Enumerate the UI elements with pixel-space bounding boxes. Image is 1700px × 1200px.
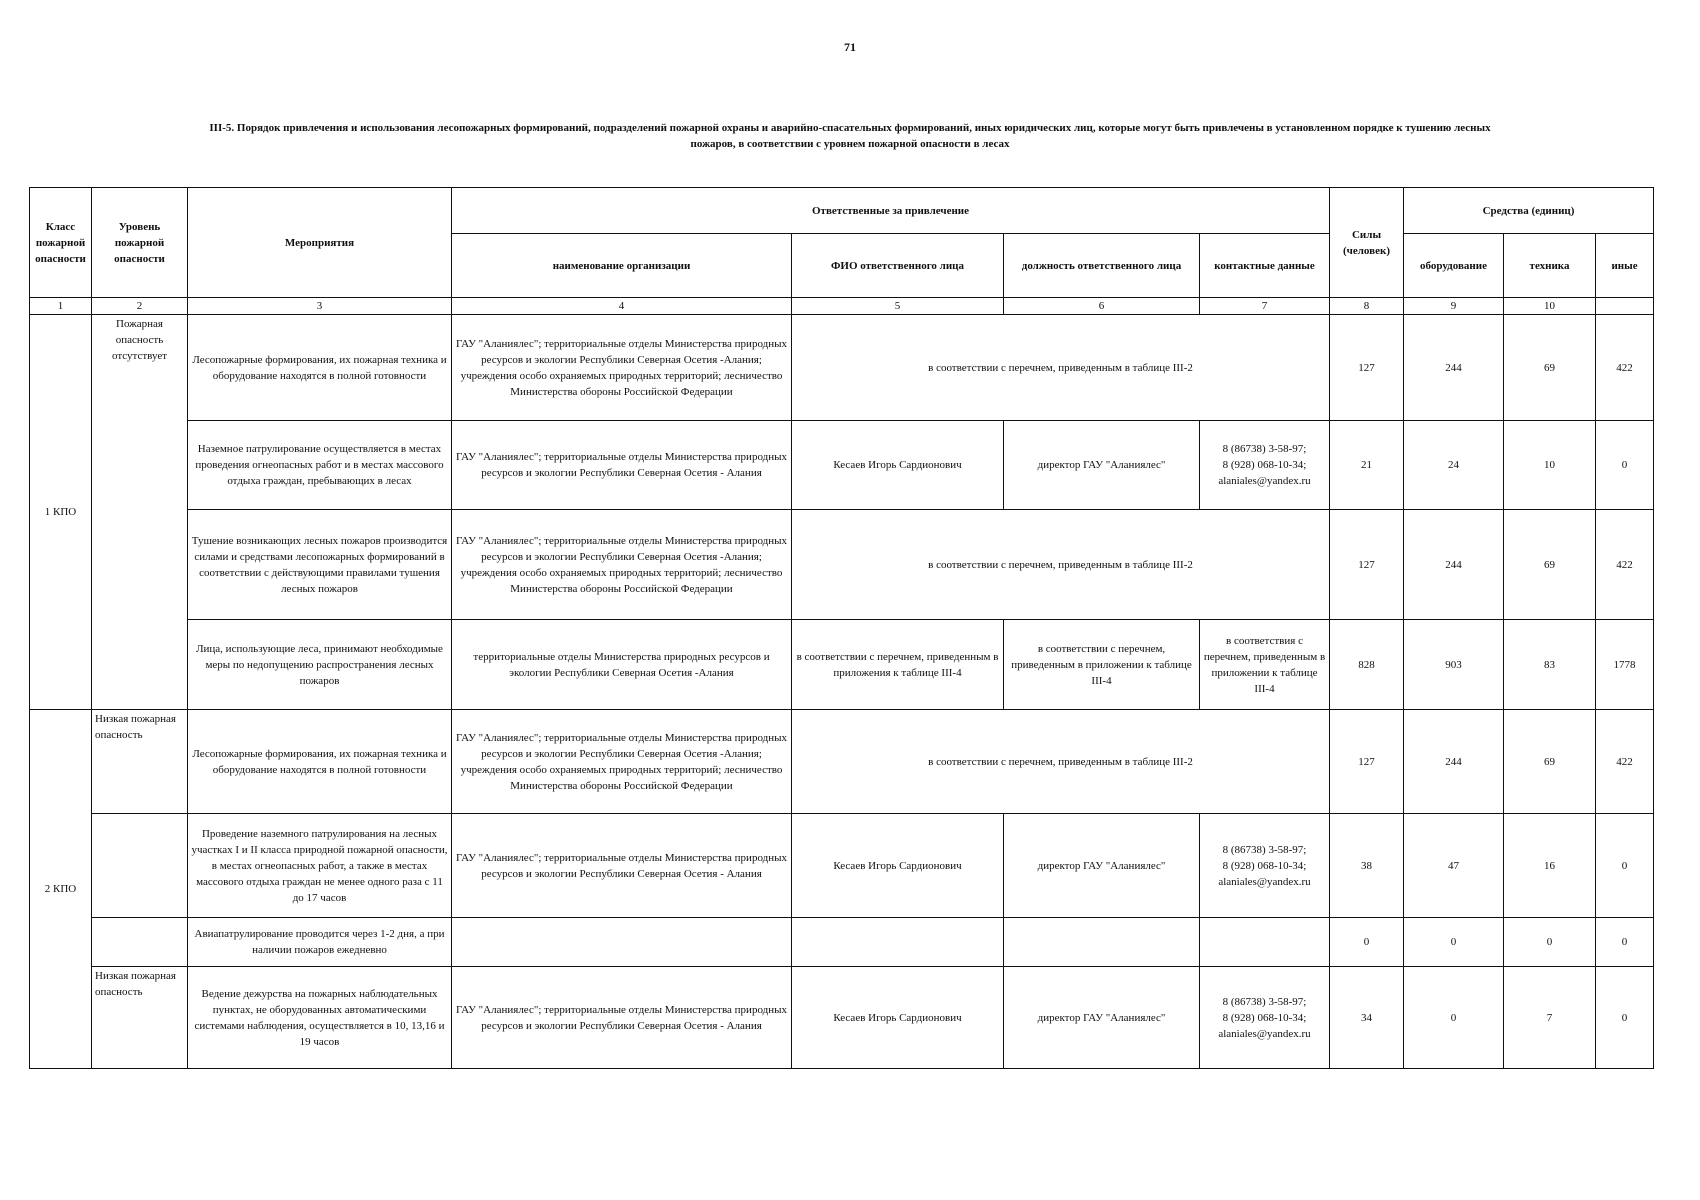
contacts-cell (1200, 421, 1330, 510)
equipment-cell: 244 (1404, 315, 1504, 421)
header-other: иные (1596, 234, 1654, 298)
header-machinery: техника (1504, 234, 1596, 298)
position-cell: в соответствии с перечнем, приведенным в приложении к таблице III-4 (1004, 620, 1200, 710)
class-cell: 2 КПО (30, 710, 92, 1069)
contact-email: alaniales@yandex.ru (1218, 875, 1311, 888)
column-number: 9 (1404, 298, 1504, 315)
org-cell (452, 918, 792, 967)
other-cell: 422 (1596, 710, 1654, 814)
table-row (30, 421, 1654, 510)
fire-response-table (29, 187, 1654, 1069)
measure-cell: Ведение дежурства на пожарных наблюдательных пунктах, не оборудованных автоматическими системами наблюдения, осуществляется в 10, 13,16 и 19 часов (188, 967, 452, 1069)
equipment-cell: 0 (1404, 918, 1504, 967)
machinery-cell: 69 (1504, 510, 1596, 620)
forces-cell: 21 (1330, 421, 1404, 510)
header-fio: ФИО ответственного лица (792, 234, 1004, 298)
forces-cell: 127 (1330, 315, 1404, 421)
class-cell: 1 КПО (30, 315, 92, 710)
column-number: 4 (452, 298, 792, 315)
contact-email: alaniales@yandex.ru (1218, 475, 1311, 487)
header-responsible: Ответственные за привлечение (452, 188, 1330, 234)
level-cell: Низкая пожарная опасность (92, 967, 188, 1069)
machinery-cell: 69 (1504, 710, 1596, 814)
other-cell: 0 (1596, 967, 1654, 1069)
header-measures: Мероприятия (188, 188, 452, 298)
equipment-cell: 903 (1404, 620, 1504, 710)
contacts-cell (1200, 814, 1330, 918)
forces-cell: 828 (1330, 620, 1404, 710)
measure-cell: Лесопожарные формирования, их пожарная техника и оборудование находятся в полной готовности (188, 315, 452, 421)
machinery-cell: 69 (1504, 315, 1596, 421)
header-class: Класс пожарной опасности (30, 188, 92, 298)
header-means: Средства (единиц) (1404, 188, 1654, 234)
contacts-cell: в соответствия с перечнем, приведенным в приложении к таблице III-4 (1200, 620, 1330, 710)
measure-cell: Лица, использующие леса, принимают необходимые меры по недопущению распространения лесных пожаров (188, 620, 452, 710)
level-cell: Пожарная опасность отсутствует (92, 315, 188, 710)
machinery-cell: 16 (1504, 814, 1596, 918)
equipment-cell: 244 (1404, 710, 1504, 814)
other-cell: 0 (1596, 814, 1654, 918)
forces-cell: 38 (1330, 814, 1404, 918)
org-cell: ГАУ "Аланиялес"; территориальные отделы Министерства природных ресурсов и экологии Республики Северная Осетия - Алания (452, 421, 792, 510)
equipment-cell: 47 (1404, 814, 1504, 918)
contact-phone-1: 8 (86738) 3-58-97; (1222, 443, 1307, 455)
table-row (30, 814, 1654, 918)
measure-cell: Авиапатрулирование проводится через 1-2 дня, а при наличии пожаров ежедневно (188, 918, 452, 967)
column-number: 3 (188, 298, 452, 315)
forces-cell: 127 (1330, 510, 1404, 620)
other-cell: 1778 (1596, 620, 1654, 710)
title-line-1: III-5. Порядок привлечения и использования лесопожарных формирований, подразделений пожарной охраны и аварийно-спасательных формирований, иных юридических лиц, которые могут быть привлечены в установленном порядке к тушению лесных (209, 122, 1491, 134)
forces-cell: 34 (1330, 967, 1404, 1069)
header-row-1 (30, 188, 1654, 234)
fio-cell: в соответствии с перечнем, приведенным в приложения к таблице III-4 (792, 620, 1004, 710)
column-number-row (30, 298, 1654, 315)
org-cell: ГАУ "Аланиялес"; территориальные отделы Министерства природных ресурсов и экологии Республики Северная Осетия - Алания (452, 967, 792, 1069)
table-row (30, 510, 1654, 620)
machinery-cell: 7 (1504, 967, 1596, 1069)
fio-cell: Кесаев Игорь Сардионович (792, 421, 1004, 510)
contact-phone-2: 8 (928) 068-10-34; (1222, 859, 1307, 872)
fio-cell: Кесаев Игорь Сардионович (792, 814, 1004, 918)
fio-cell (792, 918, 1004, 967)
header-position: должность ответственного лица (1004, 234, 1200, 298)
column-number: 10 (1504, 298, 1596, 315)
org-cell: территориальные отделы Министерства природных ресурсов и экологии Республики Северная Осетия -Алания (452, 620, 792, 710)
page-number: 71 (844, 40, 856, 54)
machinery-cell: 83 (1504, 620, 1596, 710)
merged-responsible-cell: в соответствии с перечнем, приведенным в таблице III-2 (792, 510, 1330, 620)
contact-email: alaniales@yandex.ru (1218, 1027, 1311, 1040)
machinery-cell: 0 (1504, 918, 1596, 967)
org-cell: ГАУ "Аланиялес"; территориальные отделы Министерства природных ресурсов и экологии Республики Северная Осетия -Алания; учреждения особо охраняемых природных территорий; лесничество Министерства обороны Российской Федерации (452, 315, 792, 421)
contact-phone-2: 8 (928) 068-10-34; (1222, 459, 1307, 471)
position-cell: директор ГАУ "Аланиялес" (1004, 967, 1200, 1069)
contact-phone-1: 8 (86738) 3-58-97; (1222, 995, 1307, 1008)
other-cell: 422 (1596, 510, 1654, 620)
header-level: Уровень пожарной опасности (92, 188, 188, 298)
header-contacts: контактные данные (1200, 234, 1330, 298)
level-cell: Низкая пожарная опасность (92, 710, 188, 814)
table-row (30, 967, 1654, 1069)
equipment-cell: 244 (1404, 510, 1504, 620)
contact-phone-1: 8 (86738) 3-58-97; (1222, 843, 1307, 856)
column-number: 6 (1004, 298, 1200, 315)
column-number: 8 (1330, 298, 1404, 315)
forces-cell: 0 (1330, 918, 1404, 967)
table-row (30, 710, 1654, 814)
measure-cell: Лесопожарные формирования, их пожарная техника и оборудование находятся в полной готовности (188, 710, 452, 814)
measure-cell: Проведение наземного патрулирования на лесных участках I и II класса природной пожарной опасности, в местах огнеопасных работ, а также в местах массового отдыха граждан не менее одного раза с 11 до 17 часов (188, 814, 452, 918)
column-number: 7 (1200, 298, 1330, 315)
table-row (30, 918, 1654, 967)
column-number: 1 (30, 298, 92, 315)
title-line-2: пожаров, в соответствии с уровнем пожарной опасности в лесах (690, 138, 1010, 150)
machinery-cell: 10 (1504, 421, 1596, 510)
org-cell: ГАУ "Аланиялес"; территориальные отделы Министерства природных ресурсов и экологии Республики Северная Осетия -Алания; учреждения особо охраняемых природных территорий; лесничество Министерства обороны Российской Федерации (452, 710, 792, 814)
measure-cell: Наземное патрулирование осуществляется в местах проведения огнеопасных работ и в местах массового отдыха граждан, пребывающих в лесах (188, 421, 452, 510)
position-cell (1004, 918, 1200, 967)
contact-phone-2: 8 (928) 068-10-34; (1222, 1011, 1307, 1024)
position-cell: директор ГАУ "Аланиялес" (1004, 421, 1200, 510)
measure-cell: Тушение возникающих лесных пожаров производится силами и средствами лесопожарных формирований в соответствии с действующими правилами тушения лесных пожаров (188, 510, 452, 620)
merged-responsible-cell: в соответствии с перечнем, приведенным в таблице III-2 (792, 315, 1330, 421)
other-cell: 0 (1596, 918, 1654, 967)
column-number: 5 (792, 298, 1004, 315)
level-cell (92, 918, 188, 967)
org-cell: ГАУ "Аланиялес"; территориальные отделы Министерства природных ресурсов и экологии Республики Северная Осетия -Алания; учреждения особо охраняемых природных территорий; лесничество Министерства обороны Российской Федерации (452, 510, 792, 620)
table-row (30, 315, 1654, 421)
header-forces: Силы (человек) (1330, 188, 1404, 298)
contacts-cell (1200, 918, 1330, 967)
equipment-cell: 24 (1404, 421, 1504, 510)
position-cell: директор ГАУ "Аланиялес" (1004, 814, 1200, 918)
other-cell: 0 (1596, 421, 1654, 510)
column-number: 2 (92, 298, 188, 315)
forces-cell: 127 (1330, 710, 1404, 814)
equipment-cell: 0 (1404, 967, 1504, 1069)
fio-cell: Кесаев Игорь Сардионович (792, 967, 1004, 1069)
level-cell (92, 814, 188, 918)
document-title (40, 120, 1660, 152)
other-cell: 422 (1596, 315, 1654, 421)
column-number (1596, 298, 1654, 315)
contacts-cell (1200, 967, 1330, 1069)
table-row (30, 620, 1654, 710)
header-equipment: оборудование (1404, 234, 1504, 298)
org-cell: ГАУ "Аланиялес"; территориальные отделы Министерства природных ресурсов и экологии Республики Северная Осетия - Алания (452, 814, 792, 918)
header-org: наименование организации (452, 234, 792, 298)
merged-responsible-cell: в соответствии с перечнем, приведенным в таблице III-2 (792, 710, 1330, 814)
